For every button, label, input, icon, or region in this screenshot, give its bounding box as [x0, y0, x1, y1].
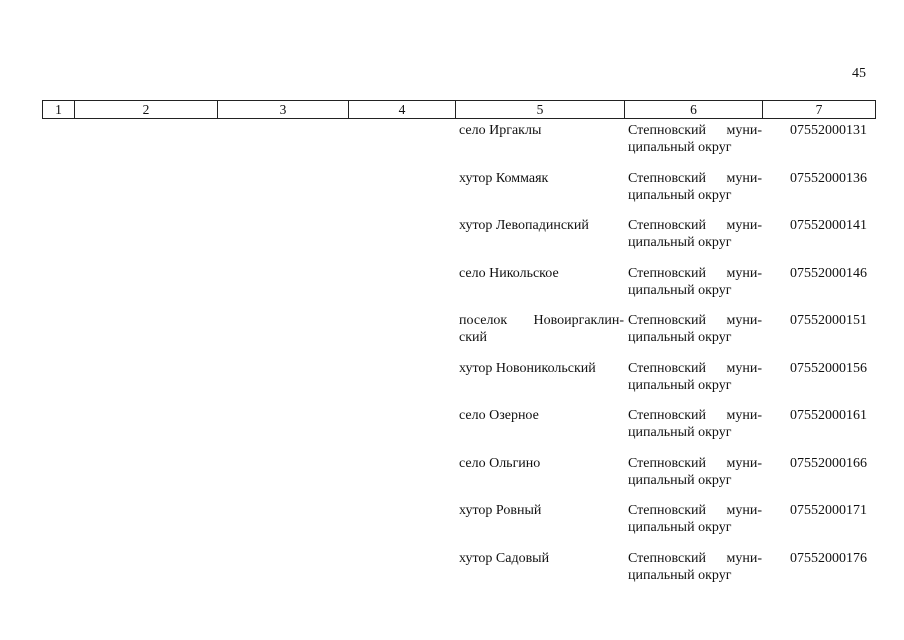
- settlement-cell: поселок Новоиргаклин- ский: [459, 313, 624, 345]
- district-cell: Степновский муни- ципальный округ: [628, 503, 762, 535]
- header-cell-3: 3: [218, 101, 349, 118]
- settlement-cell: хутор Левопадинский: [459, 218, 589, 233]
- page-number: 45: [852, 66, 866, 81]
- settlement-cell: село Ольгино: [459, 455, 541, 471]
- header-cell-5: 5: [456, 101, 625, 118]
- code-cell: 07552000156: [790, 360, 867, 376]
- settlement-cell: хутор Коммаяк: [459, 170, 549, 186]
- header-cell-4: 4: [349, 101, 456, 118]
- table-row: [0, 265, 904, 309]
- district-cell: Степновский муни- ципальный округ: [628, 265, 762, 298]
- header-cell-2: 2: [75, 101, 218, 118]
- table-row: [0, 170, 904, 214]
- district-cell: Степновский муни- ципальный округ: [628, 360, 762, 393]
- table-row: [0, 455, 904, 499]
- table-row: [0, 360, 904, 404]
- code-cell: 07552000141: [790, 218, 867, 233]
- table-header: [42, 100, 876, 119]
- settlement-cell: хутор Новоникольский: [459, 360, 596, 376]
- table-row: [0, 217, 904, 261]
- settlement-cell: село Иргаклы: [459, 123, 542, 138]
- district-cell: Степновский муни- ципальный округ: [628, 550, 762, 583]
- code-cell: 07552000171: [790, 503, 867, 518]
- district-cell: Степновский муни- ципальный округ: [628, 170, 762, 203]
- district-cell: Степновский муни- ципальный округ: [628, 408, 762, 440]
- header-cell-6: 6: [625, 101, 763, 118]
- table-row: [0, 122, 904, 166]
- code-cell: 07552000146: [790, 265, 867, 281]
- district-cell: Степновский муни- ципальный округ: [628, 123, 762, 155]
- district-cell: Степновский муни- ципальный округ: [628, 218, 762, 250]
- code-cell: 07552000136: [790, 170, 867, 186]
- table-row: [0, 550, 904, 594]
- settlement-cell: село Никольское: [459, 265, 559, 281]
- code-cell: 07552000131: [790, 123, 867, 138]
- settlement-cell: хутор Садовый: [459, 550, 550, 566]
- header-cell-1: 1: [43, 101, 75, 118]
- code-cell: 07552000151: [790, 313, 867, 328]
- table-row: [0, 312, 904, 356]
- code-cell: 07552000176: [790, 550, 867, 566]
- header-cell-7: 7: [815, 102, 823, 117]
- district-cell: Степновский муни- ципальный округ: [628, 313, 762, 345]
- settlement-cell: село Озерное: [459, 408, 539, 423]
- table-row: [0, 502, 904, 546]
- district-cell: Степновский муни- ципальный округ: [628, 455, 762, 488]
- table-row: [0, 407, 904, 451]
- settlement-cell: хутор Ровный: [459, 503, 542, 518]
- code-cell: 07552000161: [790, 408, 867, 423]
- code-cell: 07552000166: [790, 455, 867, 471]
